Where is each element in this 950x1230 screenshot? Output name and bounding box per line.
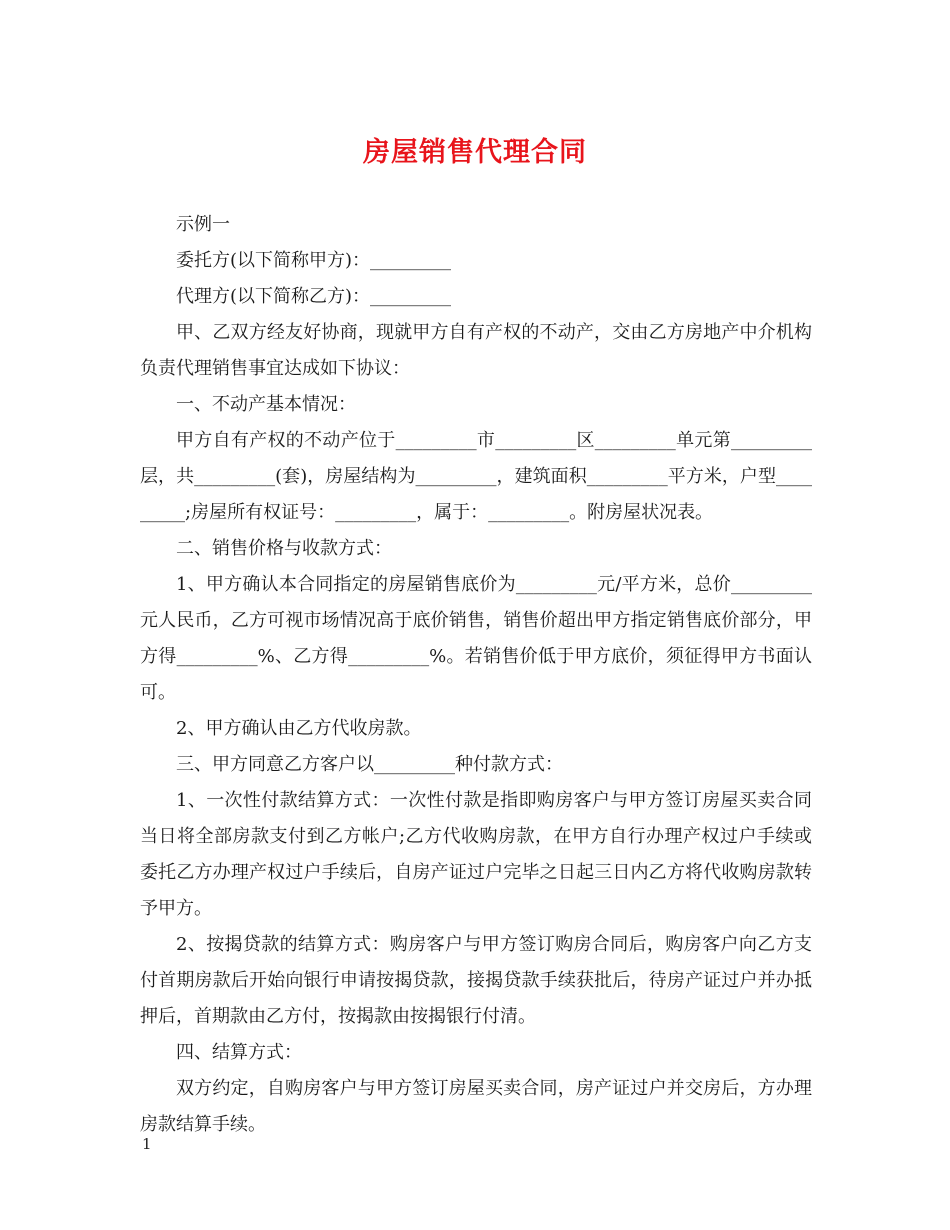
paragraph-mortgage-payment: 2、按揭贷款的结算方式：购房客户与甲方签订购房合同后，购房客户向乙方支付首期房款后开始向银行申请按揭贷款，接揭贷款手续获批后，待房产证过户并办抵押后，首期款由乙方付，按揭款由按揭银行付清。 (140, 934, 812, 1027)
section-heading-price-payment: 二、销售价格与收款方式： (176, 538, 392, 559)
document-body (140, 207, 812, 1143)
paragraph-client-party: 委托方(以下简称甲方)：_________ (176, 250, 452, 271)
paragraph-price-clause-2: 2、甲方确认由乙方代收房款。 (176, 718, 422, 739)
paragraph-lump-sum-payment: 1、一次性付款结算方式：一次性付款是指即购房客户与甲方签订房屋买卖合同当日将全部房款支付到乙方帐户;乙方代收购房款，在甲方自行办理产权过户手续或委托乙方办理产权过户手续后，自房产证过户完毕之日起三日内乙方将代收购房款转予甲方。 (140, 790, 812, 919)
paragraph-settlement: 双方约定，自购房客户与甲方签订房屋买卖合同，房产证过户并交房后，方办理房款结算手续。 (140, 1078, 812, 1135)
paragraph-preamble: 甲、乙双方经友好协商，现就甲方自有产权的不动产，交由乙方房地产中介机构负责代理销售事宜达成如下协议： (140, 322, 812, 379)
paragraph-price-clause-1: 1、甲方确认本合同指定的房屋销售底价为_________元/平方米，总价_________元人民币，乙方可视市场情况高于底价销售，销售价超出甲方指定销售底价部分，甲方得_________%、乙方得_________%。若销售价低于甲方底价，须征得甲方书面认可。 (140, 574, 812, 703)
page-number: 1 (142, 1135, 152, 1153)
paragraph-property-details: 甲方自有产权的不动产位于_________市_________区_________单元第_________层，共_________(套)，房屋结构为_________，建筑面积_________平方米，户型_________;房屋所有权证号：_________，属于：_________。附房屋状况表。 (140, 430, 812, 523)
section-heading-property-info: 一、不动产基本情况： (176, 394, 356, 415)
paragraph-example-label: 示例一 (176, 214, 230, 235)
section-heading-settlement: 四、结算方式： (176, 1042, 302, 1063)
paragraph-agent-party: 代理方(以下简称乙方)：_________ (176, 286, 452, 307)
document-title: 房屋销售代理合同 (363, 137, 587, 168)
section-heading-payment-methods: 三、甲方同意乙方客户以_________种付款方式： (176, 754, 563, 775)
